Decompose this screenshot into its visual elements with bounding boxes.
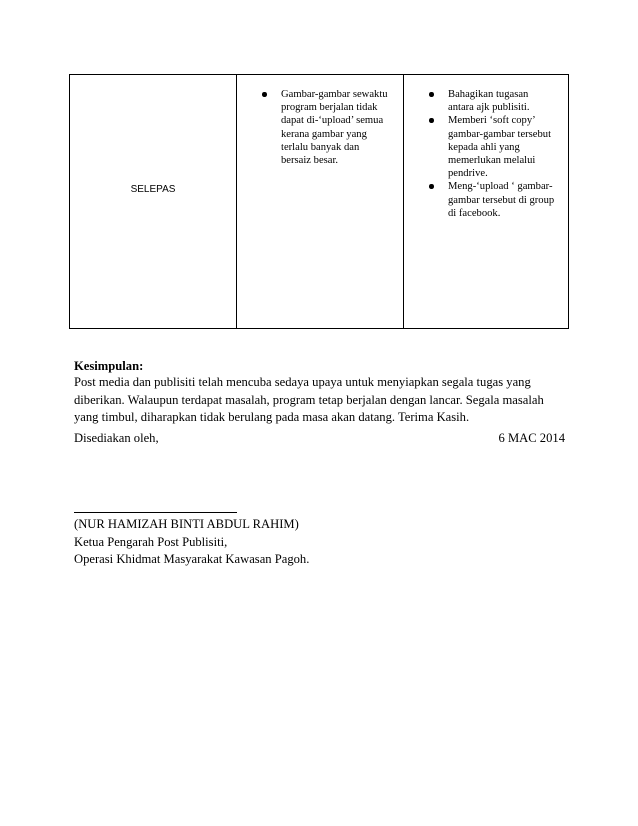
bullet-icon xyxy=(429,118,434,123)
actions-cell xyxy=(404,75,569,329)
signatory-organization: Operasi Khidmat Masyarakat Kawasan Pagoh. xyxy=(74,552,310,566)
document-date: 6 MAC 2014 xyxy=(498,431,565,445)
report-table xyxy=(69,74,569,329)
bullet-icon xyxy=(429,184,434,189)
issues-list xyxy=(237,88,403,167)
list-item: Memberi ‘soft copy’ gambar-gambar tersebut kepada ahli yang memerlukan melalui pendrive. xyxy=(404,114,568,180)
prepared-by-label: Disediakan oleh, xyxy=(74,431,159,445)
actions-list xyxy=(404,88,568,220)
signatory-title: Ketua Pengarah Post Publisiti, xyxy=(74,534,228,549)
conclusion-line: yang timbul, diharapkan tidak berulang pada masa akan datang. Terima Kasih. xyxy=(74,410,470,424)
issues-cell xyxy=(237,75,404,329)
bullet-icon xyxy=(429,92,434,97)
list-item: Meng-‘upload ‘ gambar- gambar tersebut di group di facebook. xyxy=(404,180,568,220)
signatory-name: (NUR HAMIZAH BINTI ABDUL RAHIM) xyxy=(74,517,299,531)
conclusion-line: diberikan. Walaupun terdapat masalah, program tetap berjalan dengan lancar. Segala masalah xyxy=(74,392,544,407)
phase-label: SELEPAS xyxy=(130,183,176,195)
list-item: Bahagikan tugasan antara ajk publisiti. xyxy=(404,88,568,114)
conclusion-heading: Kesimpulan: xyxy=(74,359,144,373)
conclusion-paragraph xyxy=(74,374,544,427)
list-item: Gambar-gambar sewaktu program berjalan tidak dapat di-‘upload’ semua kerana gambar yang terlalu banyak dan bersaiz besar. xyxy=(237,88,403,167)
bullet-icon xyxy=(262,92,267,97)
conclusion-line: Post media dan publisiti telah mencuba sedaya upaya untuk menyiapkan segala tugas yang xyxy=(74,375,531,389)
phase-cell xyxy=(70,75,237,329)
signature-line xyxy=(74,512,237,513)
signature-block xyxy=(74,516,309,569)
table-row xyxy=(70,75,569,329)
